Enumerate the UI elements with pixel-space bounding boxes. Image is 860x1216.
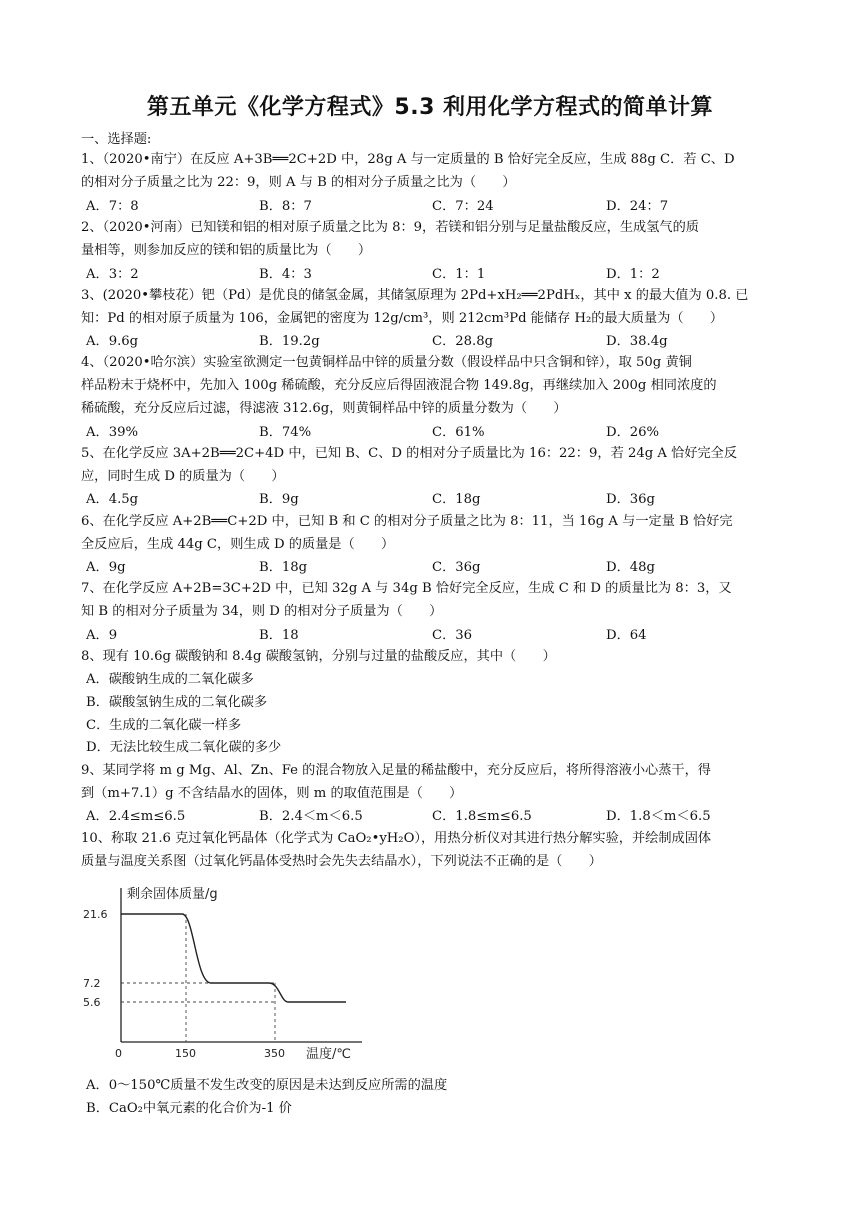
question-1-option-d: D．24：7	[606, 199, 669, 214]
question-8-option-d: D．无法比较生成二氧化碳的多少	[86, 740, 282, 755]
question-5-option-c: C．18g	[432, 492, 481, 507]
x-tick-label: 150	[175, 1047, 196, 1060]
question-5-option-d: D．36g	[606, 492, 655, 507]
question-4-option-b: B．74%	[259, 425, 312, 440]
question-3-option-b: B．19.2g	[259, 334, 320, 349]
x-axis-label: 温度/℃	[306, 1047, 351, 1062]
question-7-option-d: D．64	[606, 628, 647, 643]
question-10-option-a: A．0～150℃质量不发生改变的原因是未达到反应所需的温度	[86, 1078, 448, 1093]
question-6-option-c: C．36g	[432, 560, 481, 575]
question-9-option-b: B．2.4＜m＜6.5	[259, 809, 363, 824]
question-5-line-1: 5、在化学反应 3A+2B══2C+4D 中，已知 B、C、D 的相对分子质量比为 16：22：9，若 24g A 恰好完全反	[81, 446, 738, 461]
y-axis-label: 剩余固体质量/g	[127, 887, 218, 902]
question-6-line-2: 全反应后，生成 44g C，则生成 D 的质量是（ ）	[81, 537, 395, 552]
question-9-option-d: D．1.8＜m＜6.5	[606, 809, 711, 824]
question-10-line-2: 质量与温度关系图（过氧化钙晶体受热时会先失去结晶水），下列说法不正确的是（ ）	[81, 854, 602, 869]
question-2-line-2: 量相等，则参加反应的镁和铝的质量比为（ ）	[81, 243, 372, 258]
question-3-option-d: D．38.4g	[606, 334, 668, 349]
question-7-line-1: 7、在化学反应 A+2B=3C+2D 中，已知 32g A 与 34g B 恰好完全反应，生成 C 和 D 的质量比为 8：3，又	[81, 581, 732, 596]
question-10-option-b: B．CaO₂中氧元素的化合价为-1 价	[86, 1101, 292, 1116]
question-2-option-b: B．4：3	[259, 267, 312, 282]
question-3-option-a: A．9.6g	[86, 334, 139, 349]
question-6-option-a: A．9g	[86, 560, 126, 575]
question-1-option-b: B．8：7	[259, 199, 312, 214]
question-4-line-1: 4、（2020•哈尔滨）实验室欲测定一包黄铜样品中锌的质量分数（假设样品中只含铜和锌），取 50g 黄铜	[81, 355, 692, 370]
y-tick-label: 21.6	[83, 908, 108, 921]
question-7-option-b: B．18	[259, 628, 299, 643]
question-2-line-1: 2、（2020•河南）已知镁和铝的相对原子质量之比为 8：9，若镁和铝分别与足量盐酸反应，生成氢气的质	[81, 220, 699, 235]
question-1-line-2: 的相对分子质量之比为 22：9，则 A 与 B 的相对分子质量之比为（ ）	[81, 175, 516, 190]
question-7-option-c: C．36	[432, 628, 473, 643]
question-6-option-b: B．18g	[259, 560, 308, 575]
page-title: 第五单元《化学方程式》5.3 利用化学方程式的简单计算	[146, 95, 714, 120]
question-10-line-1: 10、称取 21.6 克过氧化钙晶体（化学式为 CaO₂•yH₂O），用热分析仪对其进行热分解实验，并绘制成固体	[81, 831, 712, 846]
question-9-option-c: C．1.8≤m≤6.5	[432, 809, 532, 824]
x-tick-label: 0	[115, 1047, 122, 1060]
mass-temperature-chart	[80, 876, 370, 1066]
question-4-option-a: A．39%	[86, 425, 139, 440]
question-8-line-1: 8、现有 10.6g 碳酸钠和 8.4g 碳酸氢钠，分别与过量的盐酸反应，其中（ ）	[81, 649, 556, 664]
question-3-line-1: 3、(2020•攀枝花）钯（Pd）是优良的储氢金属，其储氢原理为 2Pd+xH₂══2PdHₓ，其中 x 的最大值为 0.8. 已	[81, 288, 749, 303]
question-1-line-1: 1、（2020•南宁）在反应 A+3B══2C+2D 中，28g A 与一定质量的 B 恰好完全反应，生成 88g C．若 C、D	[81, 152, 735, 167]
mass-curve	[121, 914, 346, 1002]
question-4-option-c: C．61%	[432, 425, 485, 440]
question-9-line-1: 9、某同学将 m g Mg、Al、Zn、Fe 的混合物放入足量的稀盐酸中，充分反应后，将所得溶液小心蒸干，得	[81, 763, 711, 778]
y-tick-label: 7.2	[83, 977, 101, 990]
question-7-option-a: A．9	[86, 628, 118, 643]
question-5-line-2: 应，同时生成 D 的质量为（ ）	[81, 469, 285, 484]
question-5-option-a: A．4.5g	[86, 492, 139, 507]
question-1-option-a: A．7：8	[86, 199, 139, 214]
question-8-option-c: C．生成的二氧化碳一样多	[86, 718, 242, 733]
question-4-line-2: 样品粉末于烧杯中，先加入 100g 稀硫酸，充分反应后得固液混合物 149.8g，再继续加入 200g 相同浓度的	[81, 378, 717, 393]
question-1-option-c: C．7：24	[432, 199, 494, 214]
question-2-option-c: C．1：1	[432, 267, 486, 282]
section-heading: 一、选择题:	[81, 132, 152, 147]
question-2-option-d: D．1：2	[606, 267, 660, 282]
question-7-line-2: 知 B 的相对分子质量为 34，则 D 的相对分子质量为（ ）	[81, 604, 443, 619]
question-9-line-2: 到（m+7.1）g 不含结晶水的固体，则 m 的取值范围是（ ）	[81, 786, 463, 801]
question-3-line-2: 知：Pd 的相对原子质量为 106，金属钯的密度为 12g/cm³，则 212cm³Pd 能储存 H₂的最大质量为（ ）	[81, 311, 724, 326]
x-tick-label: 350	[264, 1047, 285, 1060]
question-2-option-a: A．3：2	[86, 267, 139, 282]
question-6-option-d: D．48g	[606, 560, 655, 575]
question-4-line-3: 稀硫酸，充分反应后过滤，得滤液 312.6g，则黄铜样品中锌的质量分数为（ ）	[81, 401, 567, 416]
question-8-option-b: B．碳酸氢钠生成的二氧化碳多	[86, 695, 268, 710]
question-8-option-a: A．碳酸钠生成的二氧化碳多	[86, 672, 254, 687]
question-6-line-1: 6、在化学反应 A+2B══C+2D 中，已知 B 和 C 的相对分子质量之比为 8：11，当 16g A 与一定量 B 恰好完	[81, 514, 733, 529]
question-9-option-a: A．2.4≤m≤6.5	[86, 809, 186, 824]
question-5-option-b: B．9g	[259, 492, 299, 507]
question-4-option-d: D．26%	[606, 425, 660, 440]
question-3-option-c: C．28.8g	[432, 334, 494, 349]
y-tick-label: 5.6	[83, 996, 101, 1009]
